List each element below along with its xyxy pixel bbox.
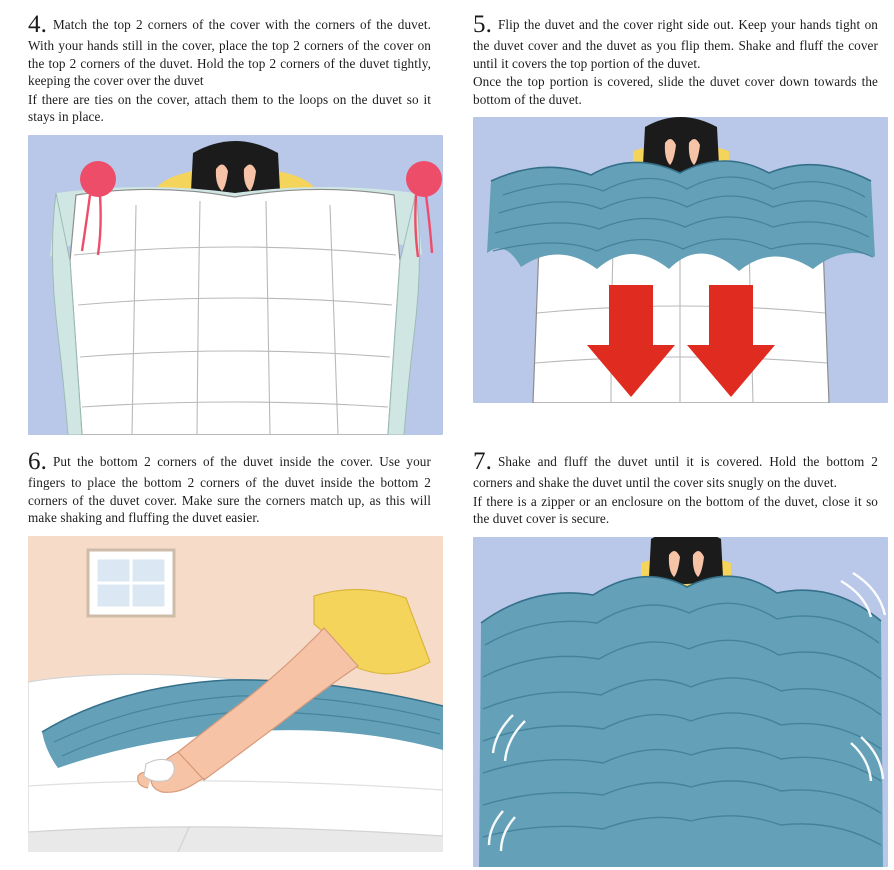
step-7-body-1: Shake and fluff the duvet until it is covered. Hold the bottom 2 corners and shake the duvet until the cover sits snugly on the duvet.	[473, 454, 878, 490]
step-5-text	[473, 12, 878, 108]
step-6-body-1: Put the bottom 2 corners of the duvet inside the cover. Use your fingers to place the bottom 2 corners of the duvet inside the bottom 2 corners of the duvet cover. Make sure the corners match up, as this will make shaking and fluffing the duvet easier.	[28, 454, 431, 526]
step-panel-6	[0, 435, 447, 870]
step-panel-5	[447, 0, 894, 435]
step-5-paragraph-1	[473, 12, 878, 72]
step-4-body-1: Match the top 2 corners of the cover with the corners of the duvet. With your hands still in the cover, place the top 2 corners of the cover on the top 2 corners of the duvet. Hold the top 2 corners of the duvet tightly, keeping the cover over the duvet	[28, 17, 431, 89]
step-5-body-1: Flip the duvet and the cover right side out. Keep your hands tight on the duvet cover and the duvet as you flip them. Shake and fluff the cover until it covers the top portion of the duvet.	[473, 17, 878, 71]
step-5-number: 5.	[473, 11, 492, 38]
step-6-text	[28, 449, 431, 527]
step-4-paragraph-1	[28, 12, 431, 90]
step-7-text	[473, 449, 878, 528]
step-7-paragraph-2: If there is a zipper or an enclosure on the bottom of the duvet, close it so the duvet cover is secure.	[473, 493, 878, 527]
step-panel-7	[447, 435, 894, 870]
illustration-step-4	[28, 135, 443, 435]
step-7-paragraph-1	[473, 449, 878, 492]
step-panel-4	[0, 0, 447, 435]
illustration-step-7	[473, 537, 888, 867]
step-6-paragraph-1	[28, 449, 431, 527]
step-4-text	[28, 12, 431, 126]
illustration-step-6	[28, 536, 443, 852]
step-6-number: 6.	[28, 448, 47, 475]
step-5-paragraph-2: Once the top portion is covered, slide the duvet cover down towards the bottom of the duvet.	[473, 74, 878, 107]
step-7-number: 7.	[473, 448, 492, 475]
step-4-number: 4.	[28, 11, 47, 38]
illustration-step-5	[473, 117, 888, 403]
step-4-paragraph-2: If there are ties on the cover, attach them to the loops on the duvet so it stays in place.	[28, 91, 431, 125]
